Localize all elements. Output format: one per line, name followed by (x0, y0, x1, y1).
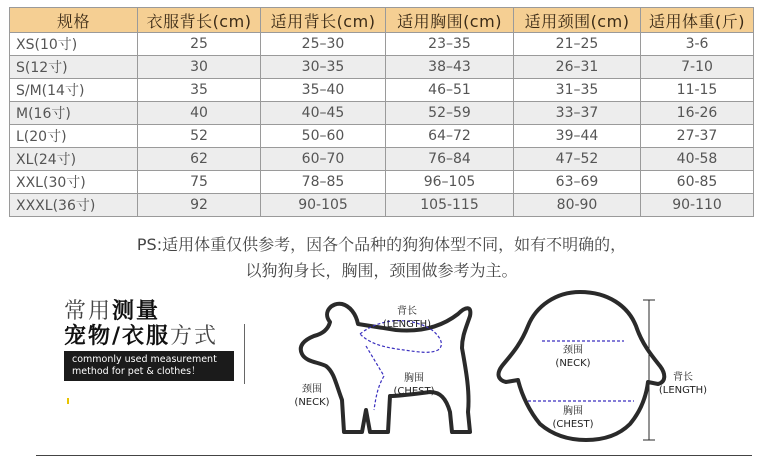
cell-garment-length: 75 (138, 171, 261, 194)
cell-garment-length: 35 (138, 79, 261, 102)
dog-back-label-en: (LENGTH) (382, 319, 432, 330)
cell-weight: 11-15 (641, 79, 754, 102)
cell-neck: 26–31 (514, 56, 641, 79)
dog-back-label (382, 305, 432, 331)
cell-weight: 40-58 (641, 148, 754, 171)
cell-weight: 7-10 (641, 56, 754, 79)
dog-chest-label (389, 372, 439, 398)
cell-neck: 63–69 (514, 171, 641, 194)
heading-common: 常用 (64, 299, 113, 324)
cell-garment-length: 62 (138, 148, 261, 171)
header-size: 规格 (10, 8, 138, 33)
cell-size: S(12寸) (10, 56, 138, 79)
cell-weight: 90-110 (641, 194, 754, 217)
cell-garment-length: 92 (138, 194, 261, 217)
cell-chest: 105-115 (386, 194, 514, 217)
header-back-length: 适用背长(cm) (261, 8, 386, 33)
header-chest: 适用胸围(cm) (386, 8, 514, 33)
cell-garment-length: 30 (138, 56, 261, 79)
garment-chest-label (548, 405, 598, 431)
header-garment-length: 衣服背长(cm) (138, 8, 261, 33)
cell-back-length: 25–30 (261, 33, 386, 56)
dog-neck-label-cn: 颈围 (302, 384, 322, 395)
cell-neck: 31–35 (514, 79, 641, 102)
dog-chest-label-en: (CHEST) (393, 386, 435, 397)
cell-size: XL(24寸) (10, 148, 138, 171)
cell-back-length: 50–60 (261, 125, 386, 148)
garment-chest-label-en: (CHEST) (552, 419, 594, 430)
cell-garment-length: 40 (138, 102, 261, 125)
cell-size: M(16寸) (10, 102, 138, 125)
cell-neck: 80-90 (514, 194, 641, 217)
garment-neck-label (548, 344, 598, 370)
garment-chest-label-cn: 胸围 (563, 406, 583, 417)
header-neck: 适用颈围(cm) (514, 8, 641, 33)
cell-back-length: 90-105 (261, 194, 386, 217)
cell-back-length: 60–70 (261, 148, 386, 171)
cell-neck: 21–25 (514, 33, 641, 56)
weight-note-line1: PS:适用体重仅供参考，因各个品种的狗狗体型不同，如有不明确的， (136, 235, 627, 254)
dog-neck-label (290, 383, 334, 409)
garment-length-label-en: (LENGTH) (658, 385, 708, 396)
bottom-divider (36, 455, 752, 456)
cell-chest: 38–43 (386, 56, 514, 79)
english-caption-line1: commonly used measurement (72, 354, 217, 365)
cell-weight: 27-37 (641, 125, 754, 148)
heading-measure: 测量 (112, 299, 161, 324)
dog-chest-line (374, 376, 384, 410)
weight-note-line2: 以狗狗身长，胸围，颈围做参考为主。 (245, 261, 518, 280)
dog-chest-label-cn: 胸围 (404, 373, 424, 384)
cell-weight: 3-6 (641, 33, 754, 56)
cell-chest: 52–59 (386, 102, 514, 125)
cell-neck: 39–44 (514, 125, 641, 148)
cell-neck: 33–37 (514, 102, 641, 125)
garment-neck-label-en: (NECK) (555, 358, 591, 369)
cell-garment-length: 25 (138, 33, 261, 56)
dog-back-label-cn: 背长 (397, 306, 417, 317)
cell-chest: 76–84 (386, 148, 514, 171)
cell-back-length: 78–85 (261, 171, 386, 194)
cell-weight: 60-85 (641, 171, 754, 194)
cell-back-length: 35–40 (261, 79, 386, 102)
cell-chest: 96–105 (386, 171, 514, 194)
garment-neck-label-cn: 颈围 (563, 345, 583, 356)
cell-chest: 64–72 (386, 125, 514, 148)
heading-pet-clothes: 宠物/衣服 (64, 324, 171, 349)
cell-size: XXL(30寸) (10, 171, 138, 194)
english-caption-line2: method for pet & clothes！ (72, 366, 201, 377)
cell-chest: 23–35 (386, 33, 514, 56)
cell-weight: 16-26 (641, 102, 754, 125)
garment-length-label-cn: 背长 (673, 372, 693, 383)
cell-neck: 47–52 (514, 148, 641, 171)
heading-method: 方式 (170, 324, 219, 349)
cell-garment-length: 52 (138, 125, 261, 148)
dog-neck-label-en: (NECK) (294, 397, 330, 408)
header-weight: 适用体重(斤) (641, 8, 754, 33)
cell-back-length: 30–35 (261, 56, 386, 79)
cell-back-length: 40–45 (261, 102, 386, 125)
cell-size: L(20寸) (10, 125, 138, 148)
cell-chest: 46–51 (386, 79, 514, 102)
cell-size: XXXL(36寸) (10, 194, 138, 217)
cell-size: XS(10寸) (10, 33, 138, 56)
garment-length-label (656, 371, 710, 397)
cell-size: S/M(14寸) (10, 79, 138, 102)
dog-neck-line (366, 346, 384, 376)
